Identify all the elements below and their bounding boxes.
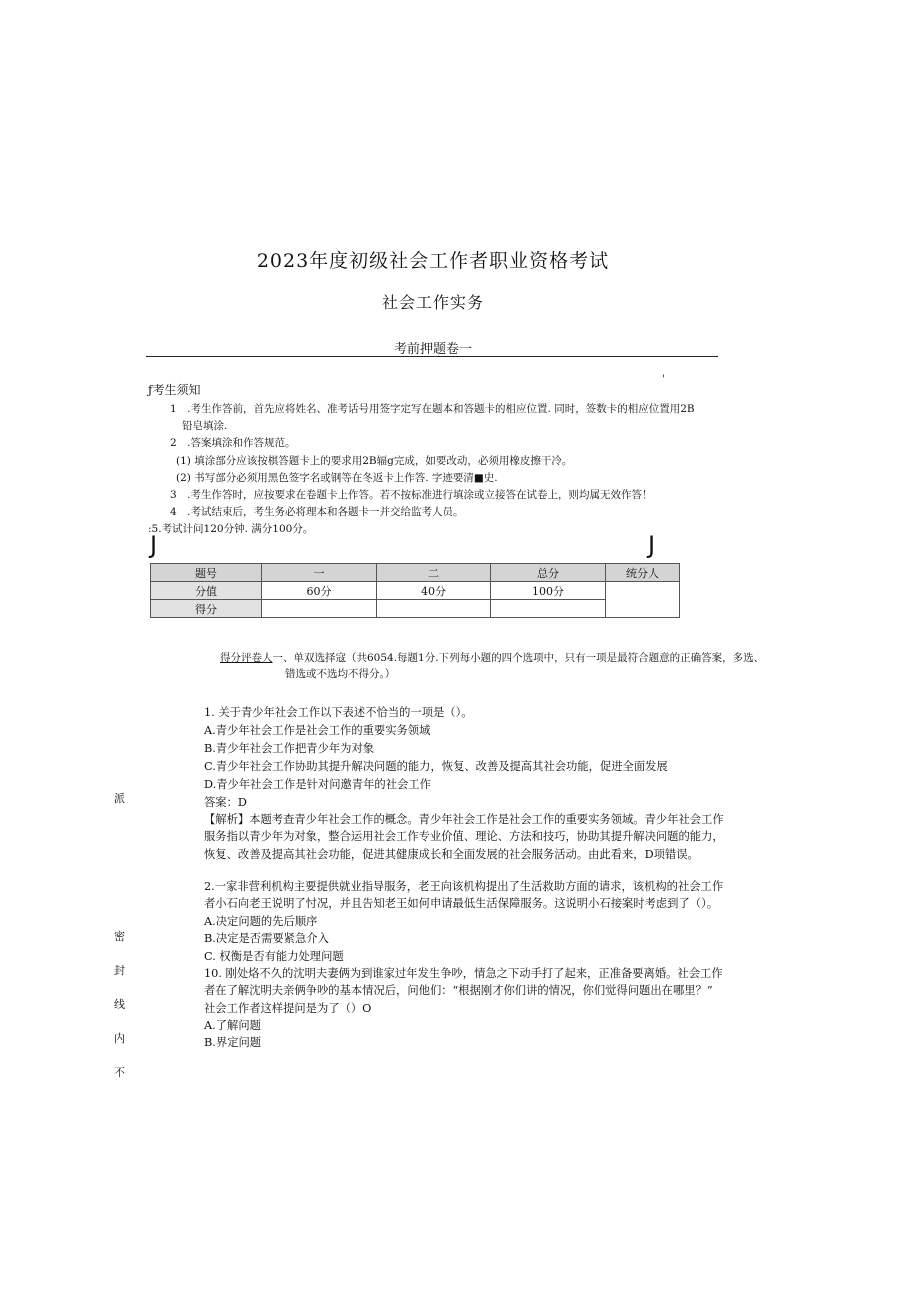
seal-line-char: 派	[114, 792, 125, 805]
score-table	[150, 563, 680, 618]
stray-mark: '	[662, 374, 665, 385]
seal-line-char: 不	[114, 1066, 125, 1079]
seal-line-char: 密	[114, 930, 125, 943]
explanation-line: 恢复、改善及提高其社会功能，促进其健康成长和全面发展的社会服务活动。由此看来，D项错误。	[204, 848, 699, 861]
question-line: 社会工作者这样提问是为了（）O	[204, 1002, 372, 1015]
header-cell: 题号	[151, 564, 262, 582]
header-cell: 总分	[491, 564, 606, 582]
reviewer-label: 得分评卷人	[220, 652, 273, 664]
question-line: D.青少年社会工作是针对问邀青年的社会工作	[204, 778, 431, 791]
table-cell	[606, 582, 680, 618]
seal-line-char: 封	[114, 964, 125, 977]
seal-line-char: 内	[114, 1032, 125, 1045]
header-cell: 一	[262, 564, 377, 582]
question-line: 10. 刚处烙不久的沈明夫妻俩为到谁家过年发生争吵，情急之下动手打了起来，正准备要离婚。社会工作	[204, 967, 723, 980]
notice-item: 1 .考生作答前，首先应将姓名、准考话号用签字定写在题本和答题卡的相应位置. 同时，签数卡的相应位置用2B	[170, 403, 695, 415]
header-divider	[146, 356, 718, 357]
table-cell: 100分	[491, 582, 606, 600]
notice-item: 3 .考生作答时，应按要求在卷题卡上作答。若不按标准进行填涂或立接答在试卷上，则均属无效作答！	[170, 489, 653, 501]
exam-subject: 社会工作实务	[381, 293, 484, 312]
table-cell: 60分	[262, 582, 377, 600]
notice-item: 铅皂填涂.	[182, 420, 228, 432]
notice-heading: ƒ考生须知	[148, 383, 201, 397]
table-cell	[491, 600, 606, 618]
row-label: 分值	[151, 582, 262, 600]
question-line: C. 权衡是否有能力处理问题	[204, 950, 344, 963]
question-line: A.决定问题的先后顺序	[204, 915, 318, 928]
section-instructions: 一、单双选择寇（共6054.每题1分.下列每小题的四个选项中，只有一项是最符合题意的正确答案，多选、	[272, 652, 765, 664]
answer-line: 答案：D	[204, 796, 247, 809]
exam-title: 2023年度初级社会工作者职业资格考试	[256, 250, 610, 272]
notice-item: 4 .考试结束后，考生务必将理本和各题卡一并交给监考人员。	[170, 506, 464, 518]
bracket-mark-right: J	[648, 531, 656, 559]
table-cell: 40分	[377, 582, 491, 600]
question-line: 2.一家非营利机构主要提供就业指导服务，老王向该机构提出了生活救助方面的请求，该机构的社会工作	[204, 880, 724, 893]
notice-item: (1) 填涂部分应该按棋答题卡上的要求用2B辐g完成，如要改动，必须用橡皮擦干冷。	[176, 455, 573, 467]
question-line: 者在了解沈明夫亲俩争吵的基本情况后，问他们：“根据刚才你们讲的情况，你们觉得问题出在哪里？”	[204, 984, 713, 997]
table-cell	[377, 600, 491, 618]
question-line: A.青少年社会工作是社会工作的重要实务领域	[204, 724, 431, 737]
header-cell: 二	[377, 564, 491, 582]
table-row	[151, 600, 680, 618]
paper-label: 考前押题卷一	[393, 342, 472, 357]
question-line: B.界定问题	[204, 1036, 262, 1049]
question-line: A.了解问题	[204, 1019, 261, 1032]
notice-item: 2 .答案填涂和作答规范。	[170, 437, 296, 449]
table-header-row	[151, 564, 680, 582]
question-line: 1. 关于青少年社会工作以下表述不恰当的一项是（）。	[204, 706, 473, 719]
question-line: B.决定是否需要紧急介入	[204, 932, 329, 945]
row-label: 得分	[151, 600, 262, 618]
question-line: 者小石向老王说明了忖况，并且告知老王如何申请最低生活保障服务。这说明小石接案时考虑到了（）。	[204, 897, 719, 910]
notice-item: :5.考试计问120分钟. 满分100分。	[148, 523, 314, 535]
header-cell: 统分人	[606, 564, 680, 582]
section-header	[220, 650, 764, 665]
question-line: B.青少年社会工作把青少年为对象	[204, 742, 375, 755]
table-row	[151, 582, 680, 600]
explanation-line: 【解析】本题考查青少年社会工作的概念。青少年社会工作是社会工作的重要实务领域。青少年社会工作	[204, 813, 724, 826]
seal-line-char: 线	[114, 998, 125, 1011]
notice-item: (2) 书写部分必须用黑色签字名或钢等在冬返卡上作答. 字迹要清■史.	[176, 472, 498, 484]
table-cell	[262, 600, 377, 618]
section-instructions-cont: 错选或不选均不得分。）	[285, 668, 396, 680]
question-line: C.青少年社会工作协助其提升解决问题的能力，恢复、改善及提高其社会功能，促进全面发展	[204, 760, 668, 773]
bracket-mark-left: J	[150, 531, 158, 559]
explanation-line: 服务指以青少年为对象，整合运用社会工作专业价值、理论、方法和技巧，协助其提升解决问题的能力，	[204, 830, 724, 843]
